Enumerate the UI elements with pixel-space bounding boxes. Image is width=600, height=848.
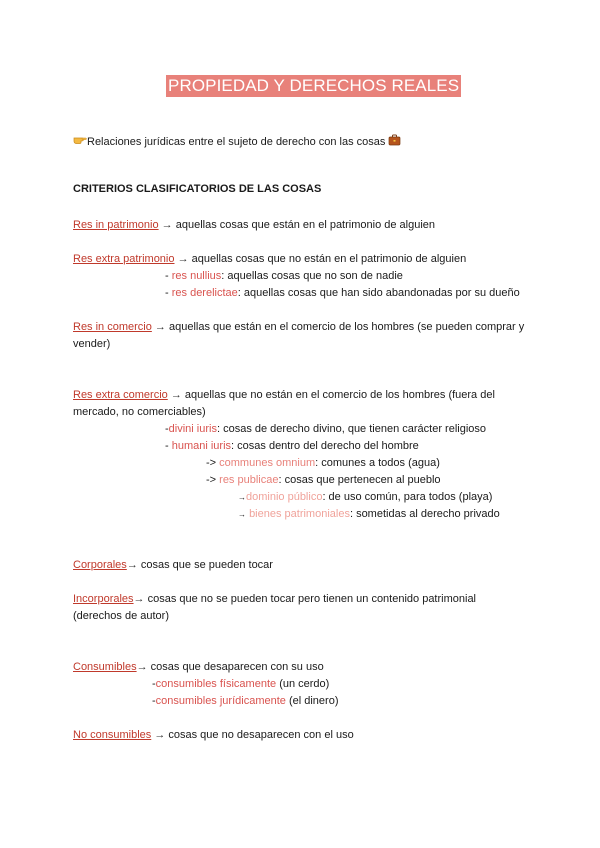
term-consumibles-fisicamente: consumibles físicamente: [155, 678, 277, 690]
incorporales-continuation: (derechos de autor): [73, 610, 169, 622]
arrow-icon: →: [154, 729, 166, 741]
definition-text: : aquellas cosas que no son de nadie: [221, 270, 403, 282]
dominio-publico-line: [238, 490, 492, 505]
term-dominio-publico: dominio público: [246, 491, 323, 503]
definition-text: : de uso común, para todos (playa): [322, 491, 493, 503]
definition-text: : aquellas cosas que han sido abandonadas por su dueño: [237, 287, 520, 299]
term-res-derelictae: res derelictae: [171, 287, 238, 299]
corporales-line: [73, 558, 273, 572]
term-humani-iuris: humani iuris: [171, 440, 232, 452]
definition-text: : sometidas al derecho privado: [349, 508, 500, 520]
pointing-hand-icon: [73, 134, 87, 150]
definition-text: (un cerdo): [279, 678, 330, 690]
definition-text: cosas que desaparecen con su uso: [150, 661, 324, 673]
definition-text: : cosas de derecho divino, que tienen carácter religioso: [216, 423, 487, 435]
term-res-in-patrimonio: Res in patrimonio: [73, 219, 159, 231]
briefcase-icon: [388, 134, 401, 150]
term-consumibles-juridicamente: consumibles jurídicamente: [155, 695, 286, 707]
res-in-comercio-continuation: vender): [73, 338, 111, 350]
no-consumibles-line: [73, 728, 354, 742]
definition-text: aquellas cosas que no están en el patrimonio de alguien: [191, 253, 467, 265]
page-title: PROPIEDAD Y DERECHOS REALES: [168, 76, 460, 95]
arrow-icon: →: [154, 321, 166, 333]
definition-text: cosas que se pueden tocar: [140, 559, 273, 571]
res-derelictae-line: - res derelictae: aquellas cosas que han sido abandonadas por su dueño: [165, 287, 520, 299]
definition-text: (el dinero): [288, 695, 339, 707]
term-res-in-comercio: Res in comercio: [73, 321, 152, 333]
intro-line: [73, 134, 401, 150]
definition-text: aquellas que están en el comercio de los hombres (se pueden comprar y: [168, 321, 525, 333]
definition-text: aquellas que no están en el comercio de los hombres (fuera del: [184, 389, 495, 401]
res-nullius-line: - res nullius: aquellas cosas que no son de nadie: [165, 270, 403, 282]
humani-iuris-line: - humani iuris: cosas dentro del derecho del hombre: [165, 440, 419, 452]
definition-text: aquellas cosas que están en el patrimonio de alguien: [175, 219, 436, 231]
term-res-nullius: res nullius: [171, 270, 222, 282]
communes-omnium-line: [206, 456, 440, 470]
term-res-extra-comercio: Res extra comercio: [73, 389, 168, 401]
bienes-patrimoniales-line: [238, 507, 500, 522]
term-consumibles: Consumibles: [73, 661, 137, 673]
section-heading: CRITERIOS CLASIFICATORIOS DE LAS COSAS: [73, 183, 322, 195]
dash-arrow-icon: ->: [206, 457, 217, 469]
definition-text: cosas que no se pueden tocar pero tienen un contenido patrimonial: [147, 593, 477, 605]
consumibles-juridicamente-line: -consumibles jurídicamente (el dinero): [152, 695, 339, 707]
term-incorporales: Incorporales: [73, 593, 134, 605]
term-corporales: Corporales: [73, 559, 127, 571]
arrow-icon: →: [170, 389, 182, 401]
incorporales-line: [73, 592, 476, 606]
res-extra-patrimonio-line: [73, 252, 466, 266]
small-arrow-icon: →: [238, 493, 246, 502]
term-bienes-patrimoniales: bienes patrimoniales: [249, 508, 350, 520]
term-res-publicae: res publicae: [219, 474, 279, 486]
arrow-icon: →: [177, 253, 189, 265]
res-publicae-line: [206, 473, 441, 487]
arrow-icon: →: [126, 559, 138, 571]
arrow-icon: →: [161, 219, 173, 231]
res-extra-comercio-line: [73, 388, 495, 402]
term-divini-iuris: divini iuris: [168, 423, 217, 435]
small-arrow-icon: →: [238, 510, 246, 519]
term-res-extra-patrimonio: Res extra patrimonio: [73, 253, 175, 265]
definition-text: cosas que no desaparecen con el uso: [168, 729, 354, 741]
definition-text: : cosas que pertenecen al pueblo: [278, 474, 441, 486]
definition-text: : comunes a todos (agua): [315, 457, 440, 469]
term-communes-omnium: communes omnium: [219, 457, 316, 469]
consumibles-fisicamente-line: -consumibles físicamente (un cerdo): [152, 678, 330, 690]
definition-text: : cosas dentro del derecho del hombre: [231, 440, 419, 452]
arrow-icon: →: [133, 593, 145, 605]
divini-iuris-line: -divini iuris: cosas de derecho divino, que tienen carácter religioso: [165, 423, 487, 435]
term-no-consumibles: No consumibles: [73, 729, 152, 741]
intro-text: Relaciones jurídicas entre el sujeto de derecho con las cosas: [87, 136, 386, 148]
res-in-patrimonio-line: [73, 218, 435, 232]
consumibles-line: [73, 660, 324, 674]
res-in-comercio-line: [73, 320, 524, 334]
arrow-icon: →: [136, 661, 148, 673]
res-extra-comercio-continuation: mercado, no comerciables): [73, 406, 206, 418]
dash-arrow-icon: ->: [206, 474, 217, 486]
